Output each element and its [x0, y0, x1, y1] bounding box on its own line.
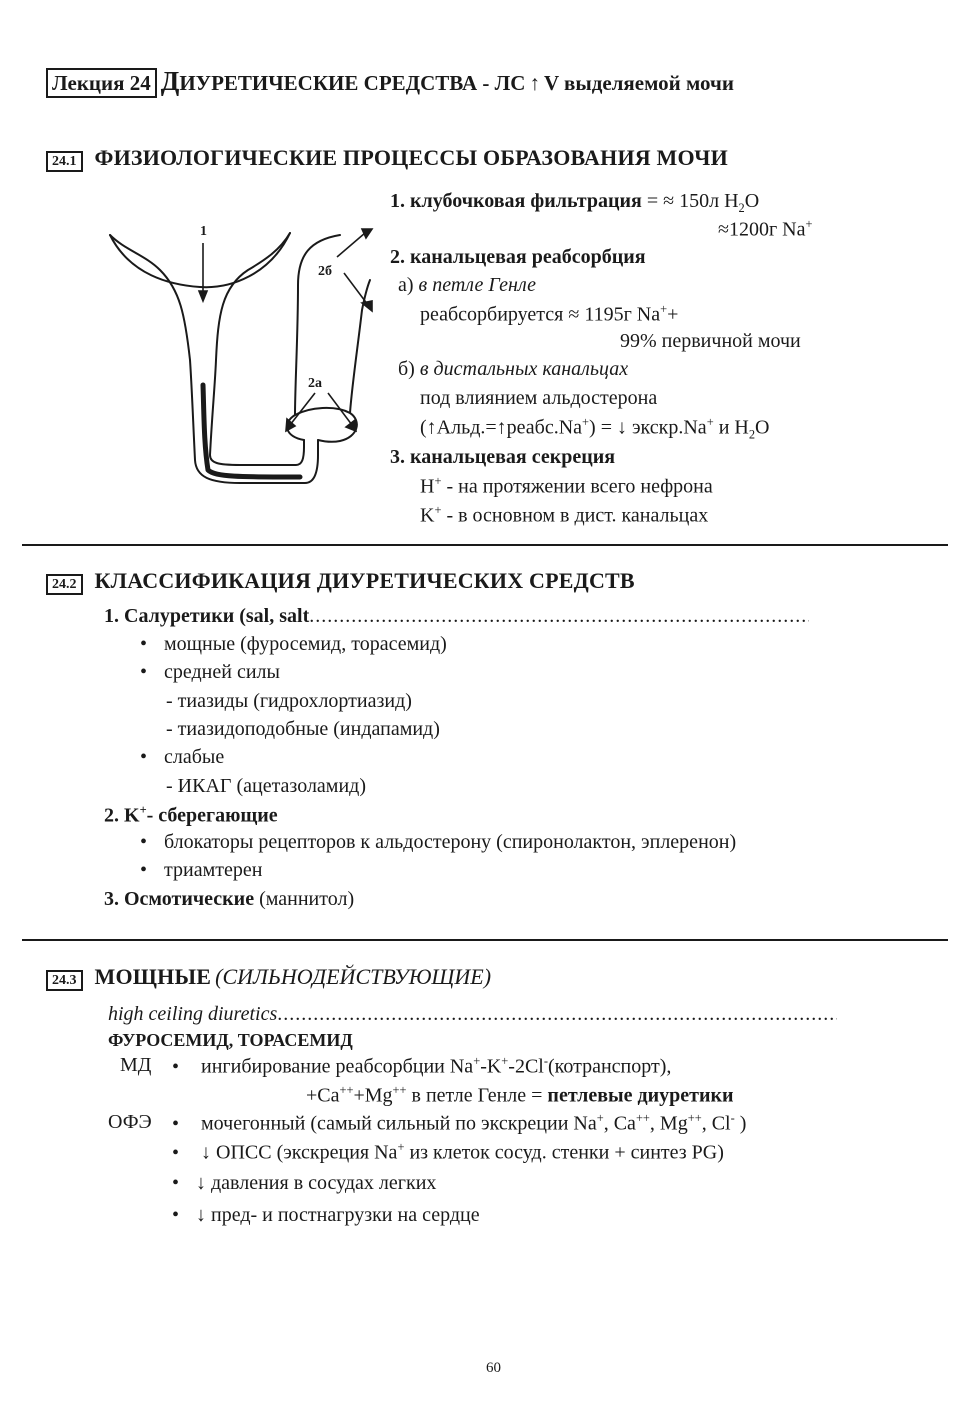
- list-subitem: - тиазидоподобные (индапамид): [166, 718, 440, 740]
- section-number: 24.3: [46, 970, 83, 991]
- k-sparing-heading: 2. K+- сберегающие: [104, 803, 278, 827]
- drug-names: ФУРОСЕМИД, ТОРАСЕМИД: [108, 1030, 353, 1050]
- ofe-line4: • ↓ пред- и постнагрузки на сердце: [172, 1204, 480, 1227]
- section-24-1-header: [46, 145, 728, 171]
- high-ceiling-line: high ceiling diuretics.....: [108, 1003, 881, 1026]
- page-number: 60: [486, 1360, 501, 1376]
- dot-leader: [309, 605, 809, 628]
- section-title: КЛАССИФИКАЦИЯ ДИУРЕТИЧЕСКИХ СРЕДСТВ: [94, 568, 635, 593]
- arrow-up-icon: ↑: [529, 71, 540, 95]
- lecture-header: [46, 66, 734, 96]
- diagram-label-2b: 2б: [318, 264, 332, 279]
- reabsorption-a-line2: 99% первичной мочи: [620, 330, 801, 352]
- reabsorption-b-heading: б) в дистальных канальцах: [398, 358, 629, 380]
- list-subitem: - тиазиды (гидрохлортиазид): [166, 690, 412, 712]
- filtration-na-line: ≈1200г Na+: [718, 217, 813, 241]
- ascending-tubule: [295, 235, 370, 415]
- diagram-label-1: 1: [200, 224, 207, 239]
- section-number: 24.2: [46, 574, 83, 595]
- divider: [22, 939, 948, 941]
- bowman-capsule-outer: [110, 235, 318, 483]
- nephron-diagram: [100, 215, 390, 495]
- lecture-title-tail: V выделяемой мочи: [543, 71, 734, 95]
- dot-leader: [277, 1003, 837, 1026]
- lecture-title-first-letter: Д: [160, 66, 180, 96]
- section-number: 24.1: [46, 151, 83, 172]
- bowman-capsule-right: [210, 233, 304, 465]
- section-title-italic: (СИЛЬНОДЕЙСТВУЮЩИЕ): [215, 964, 492, 989]
- section-24-2-header: [46, 568, 635, 594]
- md-line1: • ингибирование реабсорбции Na+-K+-2Cl-(котранспорт),: [172, 1054, 671, 1079]
- section-title: ФИЗИОЛОГИЧЕСКИЕ ПРОЦЕССЫ ОБРАЗОВАНИЯ МОЧИ: [94, 145, 728, 170]
- list-item: • мощные (фуросемид, торасемид): [140, 633, 447, 656]
- lecture-label: Лекция 24: [46, 68, 157, 98]
- list-item: • триамтерен: [140, 859, 262, 882]
- reabsorption-a-line1: реабсорбируется ≈ 1195г Na++: [420, 302, 679, 326]
- osmotic-heading: 3. Осмотические (маннитол): [104, 888, 355, 910]
- secretion-line2: K+ - в основном в дист. канальцах: [420, 503, 709, 527]
- ofe-line3: • ↓ давления в сосудах легких: [172, 1172, 436, 1195]
- diagram-label-2a: 2а: [308, 376, 322, 391]
- md-line2: +Ca+++Mg++ в петле Генле = петлевые диуретики: [306, 1083, 734, 1107]
- ofe-line1: • мочегонный (самый сильный по экскреции Na+, Ca++, Mg++, Cl- ): [172, 1111, 746, 1136]
- filtration-line: 1. клубочковая фильтрация = ≈ 150л $H_2O$: [390, 190, 760, 215]
- list-item: • слабые: [140, 746, 224, 769]
- list-item: • блокаторы рецепторов к альдостерону (спиронолактон, эплеренон): [140, 831, 736, 854]
- list-item: • средней силы: [140, 661, 280, 684]
- secretion-line1: H+ - на протяжении всего нефрона: [420, 474, 713, 498]
- reabsorption-heading: 2. канальцевая реабсорбция: [390, 246, 646, 268]
- secretion-heading: 3. канальцевая секреция: [390, 446, 616, 468]
- lecture-title: ИУРЕТИЧЕСКИЕ СРЕДСТВА - ЛС: [179, 71, 526, 95]
- list-subitem: - ИКАГ (ацетазоламид): [166, 775, 366, 797]
- ofe-line2: • ↓ ОПСС (экскреция Na+ из клеток сосуд. стенки + синтез PG): [172, 1140, 724, 1165]
- distal-loop: [287, 408, 357, 442]
- section-title: МОЩНЫЕ: [94, 964, 212, 989]
- ofe-label: ОФЭ: [108, 1111, 152, 1133]
- divider: [22, 544, 948, 546]
- section-24-3-header: [46, 964, 491, 990]
- reabsorption-b-line1: под влиянием альдостерона: [420, 387, 658, 409]
- reabsorption-b-line2: (↑Альд.=↑реабс.Na+) = ↓ экскр.Na+ и $H_2O$: [420, 415, 770, 442]
- saluretics-heading: 1. Салуретики (sal, salt.....: [104, 605, 879, 628]
- md-label: МД: [120, 1054, 152, 1076]
- reabsorption-a-heading: а) в петле Генле: [398, 274, 537, 296]
